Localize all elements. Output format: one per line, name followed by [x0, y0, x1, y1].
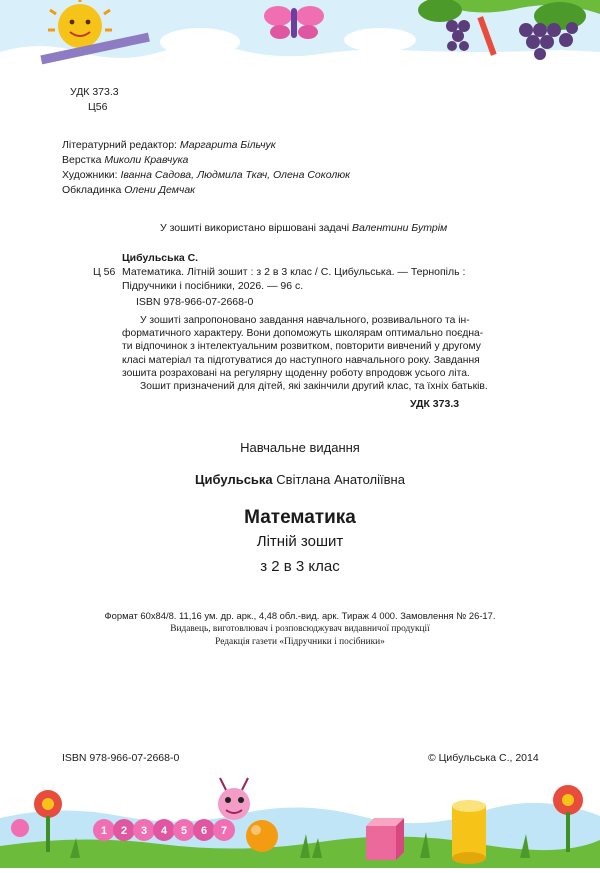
udc-top: УДК 373.3 [70, 86, 119, 98]
cube-icon [366, 818, 404, 860]
biblio-isbn: ISBN 978-966-07-2668-0 [136, 296, 254, 308]
caterpillar-digit: 5 [180, 825, 188, 837]
caterpillar-digit: 4 [160, 825, 168, 837]
annotation-line: ти відпочинок з інтелектуальним розвитком, повторити вивчений у другому [122, 341, 481, 353]
credit-artists: Художники: Іванна Садова, Людмила Ткач, Олена Соколюк [62, 169, 351, 181]
annotation-line: класі матеріал та підготуватися до наступного навчального року. Завдання [122, 354, 480, 366]
credit-cover: Обкладинка Олени Демчак [62, 184, 196, 196]
edition-type: Навчальне видання [240, 440, 360, 455]
author-full: Цибульська Світлана Анатоліївна [195, 472, 405, 487]
book-subtitle: Літній зошит [256, 533, 344, 550]
annotation-line: зошита розраховані на регулярну щоденну роботу впродовж усього літа. [122, 367, 470, 379]
caterpillar-digit: 2 [120, 825, 128, 837]
top-illustration [0, 0, 600, 70]
cylinder-icon [452, 800, 486, 864]
book-title: Математика [244, 507, 356, 528]
footer-copyright: © Цибульська С., 2014 [428, 752, 539, 764]
book-grade: з 2 в 3 клас [260, 558, 340, 575]
annotation-line: У зошиті запропоновано завдання навчального, розвивального та ін- [140, 315, 470, 326]
caterpillar-digit: 1 [100, 825, 108, 837]
imprint-editorial: Редакція газети «Підручники і посібники» [215, 637, 385, 647]
verse-note: У зошиті використано віршовані задачі Валентини Бутрім [160, 222, 448, 234]
biblio-line2: Підручники і посібники, 2026. — 96 с. [122, 280, 304, 292]
biblio-annotation [122, 314, 488, 393]
caterpillar-digit: 7 [220, 825, 228, 837]
imprint-format: Формат 60х84/8. 11,16 ум. др. арк., 4,48 обл.-вид. арк. Тираж 4 000. Замовлення № 26-17. [104, 610, 496, 621]
biblio-line1: Математика. Літній зошит : з 2 в 3 клас / С. Цибульська. — Тернопіль : [122, 266, 466, 278]
footer-isbn: ISBN 978-966-07-2668-0 [62, 752, 180, 764]
caterpillar-digit: 6 [200, 825, 208, 837]
top-decoration [0, 0, 600, 70]
caterpillar-digit: 3 [140, 825, 148, 837]
bottom-illustration [0, 768, 600, 868]
biblio-code: Ц 56 [93, 266, 116, 278]
credit-editor: Літературний редактор: Маргарита Більчук [62, 139, 276, 151]
ball-icon [246, 820, 278, 852]
biblio-author: Цибульська С. [122, 252, 199, 264]
imprint-publisher: Видавець, виготовлювач і розповсюджувач видавничої продукції [170, 624, 430, 634]
code-top: Ц56 [88, 101, 108, 113]
biblio-udc: УДК 373.3 [410, 398, 460, 410]
credit-layout: Верстка Миколи Кравчука [62, 154, 189, 166]
annotation-line: форматичного характеру. Вони допоможуть школярам оптимально поєдна- [122, 328, 484, 340]
butterfly-icon [264, 6, 324, 39]
bottom-decoration [0, 768, 600, 868]
annotation-target: Зошит призначений для дітей, які закінчили другий клас, та їхніх батьків. [140, 381, 488, 393]
